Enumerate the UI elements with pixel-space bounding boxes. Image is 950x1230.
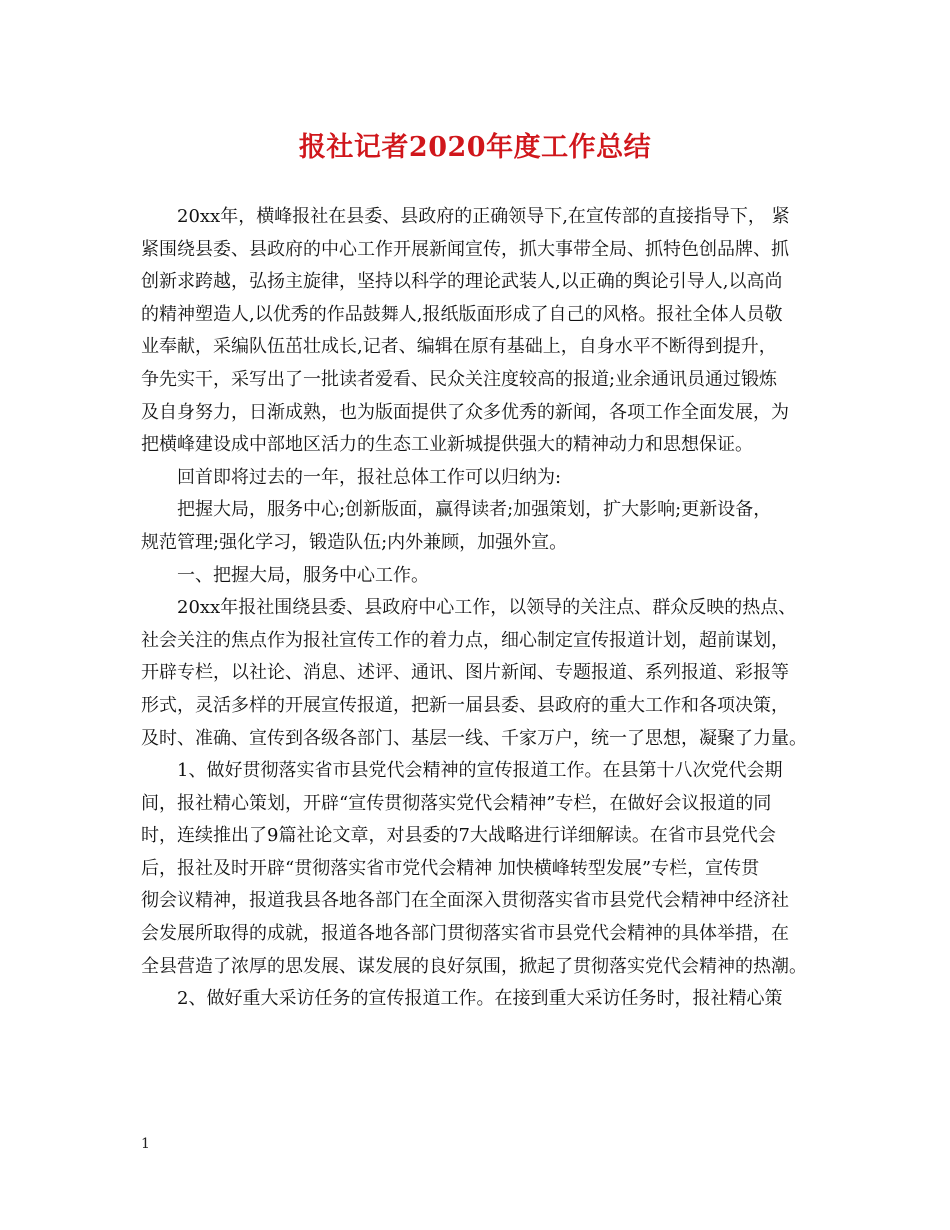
text-line: 的精神塑造人,以优秀的作品鼓舞人,报纸版面形成了自己的风格。报社全体人员敬 (141, 303, 783, 325)
text-line: 紧围绕县委、县政府的中心工作开展新闻宣传，抓大事带全局、抓特色创品牌、抓 (141, 238, 789, 260)
text-line: 社会关注的焦点作为报社宣传工作的着力点，细心制定宣传报道计划，超前谋划， (141, 629, 789, 651)
text-line: 业奉献，采编队伍茁壮成长,记者、编辑在原有基础上，自身水平不断得到提升， (141, 336, 777, 358)
text-line: 20xx年报社围绕县委、县政府中心工作，以领导的关注点、群众反映的热点、 (177, 597, 797, 619)
text-line: 全县营造了浓厚的思发展、谋发展的良好氛围，掀起了贯彻落实党代会精神的热潮。 (141, 955, 807, 977)
text-line: 把横峰建设成中部地区活力的生态工业新城提供强大的精神动力和思想保证。 (141, 434, 753, 456)
text-line: 规范管理;强化学习，锻造队伍;内外兼顾，加强外宣。 (141, 531, 568, 553)
text-line: 开辟专栏，以社论、消息、述评、通讯、图片新闻、专题报道、系列报道、彩报等 (141, 662, 789, 684)
text-line: 彻会议精神，报道我县各地各部门在全面深入贯彻落实省市县党代会精神中经济社 (141, 890, 789, 912)
text-line: 2、做好重大采访任务的宣传报道工作。在接到重大采访任务时，报社精心策 (177, 988, 783, 1010)
text-line: 后，报社及时开辟“贯彻落实省市党代会精神 加快横峰转型发展”专栏，宣传贯 (141, 857, 760, 879)
text-line: 时，连续推出了9篇社论文章，对县委的7大战略进行详细解读。在省市县党代会 (141, 825, 776, 847)
text-line: 形式，灵活多样的开展宣传报道，把新一届县委、县政府的重大工作和各项决策， (141, 694, 789, 716)
text-line: 及自身努力，日渐成熟，也为版面提供了众多优秀的新闻，各项工作全面发展，为 (141, 401, 789, 423)
text-line: 回首即将过去的一年，报社总体工作可以归纳为: (177, 466, 562, 488)
text-line: 会发展所取得的成就，报道各地各部门贯彻落实省市县党代会精神的具体举措，在 (141, 923, 789, 945)
document-body (141, 201, 825, 1016)
text-line: 1、做好贯彻落实省市县党代会精神的宣传报道工作。在县第十八次党代会期 (177, 760, 783, 782)
document-title: 报社记者2020年度工作总结 (298, 132, 652, 163)
text-line: 及时、准确、宣传到各级各部门、基层一线、千家万户，统一了思想，凝聚了力量。 (141, 727, 807, 749)
page-number: 1 (141, 1136, 150, 1152)
text-line: 创新求跨越，弘扬主旋律，坚持以科学的理论武装人,以正确的舆论引导人,以高尚 (141, 271, 783, 293)
text-line: 争先实干，采写出了一批读者爱看、民众关注度较高的报道;业余通讯员通过锻炼 (141, 368, 778, 390)
text-line: 20xx年，横峰报社在县委、县政府的正确领导下,在宣传部的直接指导下， 紧 (177, 206, 790, 227)
text-line: 一、把握大局，服务中心工作。 (177, 564, 429, 586)
text-line: 把握大局，服务中心;创新版面，赢得读者;加强策划，扩大影响;更新设备， (177, 499, 772, 521)
text-line: 间，报社精心策划，开辟“宣传贯彻落实党代会精神”专栏，在做好会议报道的同 (141, 792, 772, 814)
